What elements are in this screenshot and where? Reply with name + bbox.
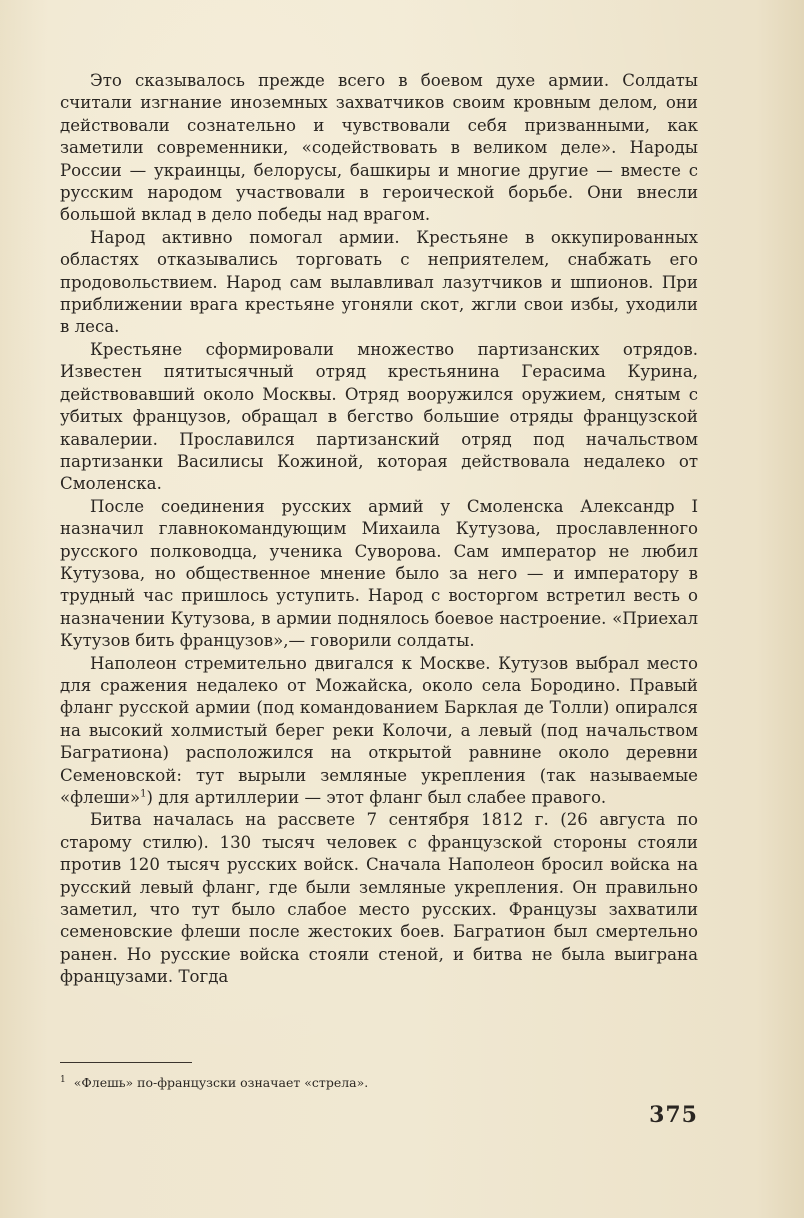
paragraph: После соединения русских армий у Смоленска Александр I назначил главнокомандующим Михаила Кутузова, прославленного русского полководца, ученика Суворова. Сам император не любил Кутузова, но общественное мнение было за него — и императору в трудный час пришлось уступить. Народ с восторгом встретил весть о назначении Кутузова, в армии поднялось боевое настроение. «Приехал Кутузов бить французов»,— говорили солдаты. — [60, 496, 698, 651]
footnote-text: «Флешь» по-французски означает «стрела». — [73, 1075, 369, 1091]
page-number: 375 — [649, 1102, 698, 1128]
footnote-divider — [60, 1062, 192, 1063]
paragraph: Народ активно помогал армии. Крестьяне в оккупированных областях отказывались торговать с неприятелем, снабжать его продовольствием. Народ сам вылавливал лазутчиков и шпионов. При приближении врага крестьяне угоняли скот, жгли свои избы, уходили в леса. — [60, 227, 698, 337]
paragraph — [60, 653, 698, 810]
footnote — [60, 1072, 700, 1091]
paragraph: Это сказывалось прежде всего в боевом духе армии. Солдаты считали изгнание иноземных захватчиков своим кровным делом, они действовали сознательно и чувствовали себя призванными, как заметили современники, «содействовать в великом деле». Народы России — украинцы, белорусы, башкиры и многие другие — вместе с русским народом участвовали в героической борьбе. Они внесли большой вклад в дело победы над врагом. — [60, 71, 698, 225]
paragraph-text: ) для артиллерии — этот фланг был слабее правого. — [146, 788, 607, 807]
paragraph-text: Наполеон стремительно двигался к Москве. Кутузов выбрал место для сражения недалеко от Можайска, около села Бородино. Правый фланг русской армии (под командованием Барклая де Толли) опирался на высокий холмистый берег реки Колочи, а левый (под начальством Багратиона) расположился на открытой равнине около деревни Семеновской: тут вырыли земляные укрепления (так называемые «флеши» — [60, 653, 698, 807]
footnote-reference: 1 — [140, 788, 147, 800]
footnote-marker: 1 — [60, 1075, 66, 1085]
paragraph: Крестьяне сформировали множество партизанских отрядов. Известен пятитысячный отряд крестьянина Герасима Курина, действовавший около Москвы. Отряд вооружился оружием, снятым с убитых французов, обращал в бегство большие отряды французской кавалерии. Прославился партизанский отряд под начальством партизанки Василисы Кожиной, которая действовала недалеко от Смоленска. — [60, 339, 698, 494]
main-text — [60, 70, 698, 989]
paragraph: Битва началась на рассвете 7 сентября 1812 г. (26 августа по старому стилю). 130 тысяч человек с французской стороны стояли против 120 тысяч русских войск. Сначала Наполеон бросил войска на русский левый фланг, где были земляные укрепления. Он правильно заметил, что тут было слабое место русских. Французы захватили семеновские флеши после жестоких боев. Багратион был смертельно ранен. Но русские войска стояли стеной, и битва не была выиграна французами. Тогда — [60, 810, 698, 987]
